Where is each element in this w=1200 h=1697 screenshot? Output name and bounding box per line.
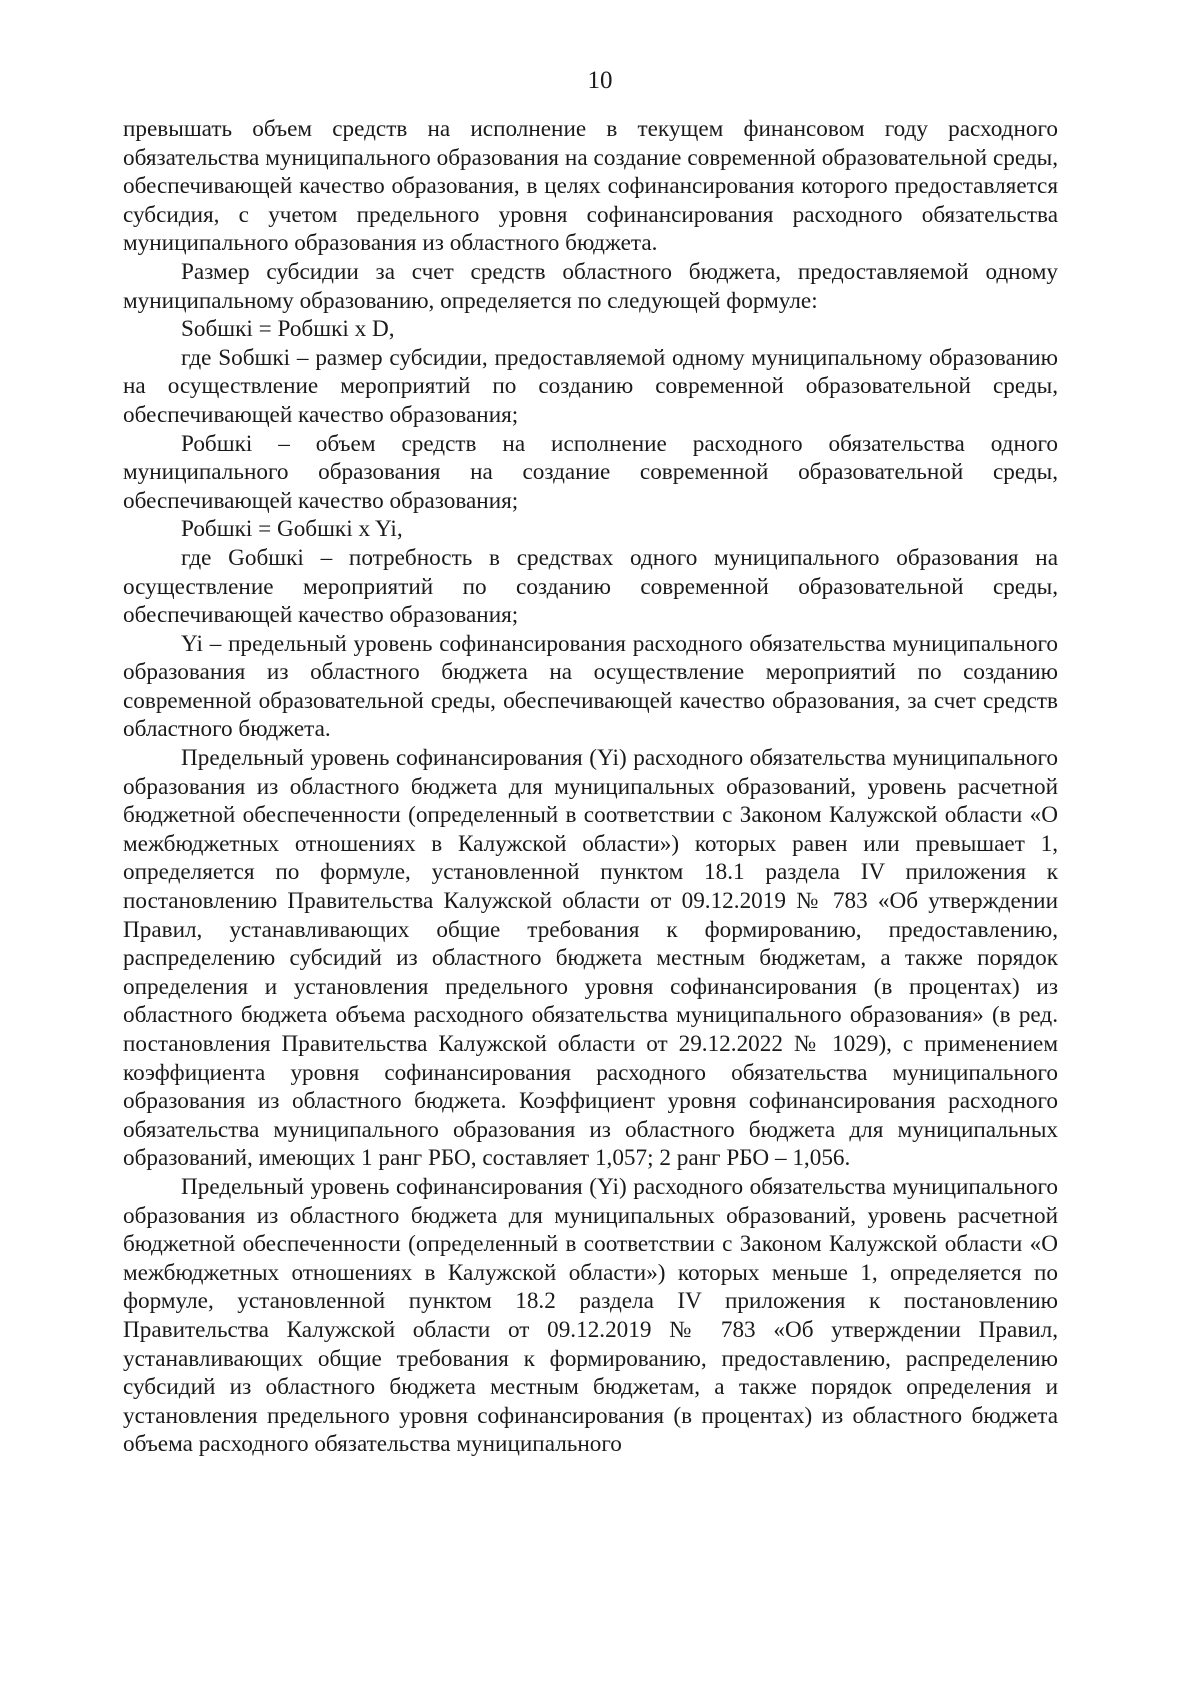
document-body bbox=[123, 115, 1058, 1459]
formula-robshki: Робшкi = Gобшкi x Yi, bbox=[181, 516, 403, 543]
paragraph-continuation: превышать объем средств на исполнение в текущем финансовом году расходного обязательства муниципального образования на создание современной образовательной среды, обеспечивающей качество образования, в целях софинансирования которого предоставляется субсидия, с учетом предельного уровня софинансирования расходного обязательства муниципального образования из областного бюджета. bbox=[123, 116, 1058, 257]
paragraph-yi-rank-ge-1: Предельный уровень софинансирования (Yi) расходного обязательства муниципального образования из областного бюджета для муниципальных образований, уровень расчетной бюджетной обеспеченности (определенный в соответствии с Законом Калужской области «О межбюджетных отношениях в Калужской области») которых равен или превышает 1, определяется по формуле, установленной пунктом 18.1 раздела IV приложения к постановлению Правительства Калужской области от 09.12.2019 № 783 «Об утверждении Правил, устанавливающих общие требования к формированию, предоставлению, распределению субсидий из областного бюджета местным бюджетам, а также порядок определения и установления предельного уровня софинансирования (в процентах) из областного бюджета объема расходного обязательства муниципального образования» (в ред. постановления Правительства Калужской области от 29.12.2022 № 1029), с применением коэффициента уровня софинансирования расходного обязательства муниципального образования из областного бюджета. Коэффициент уровня софинансирования расходного обязательства муниципального образования из областного бюджета для муниципальных образований, имеющих 1 ранг РБО, составляет 1,057; 2 ранг РБО – 1,056. bbox=[123, 745, 1058, 1172]
paragraph-subsidy-size: Размер субсидии за счет средств областного бюджета, предоставляемой одному муниципальному образованию, определяется по следующей формуле: bbox=[123, 258, 1058, 314]
paragraph-yi-definition: Yi – предельный уровень софинансирования расходного обязательства муниципального образования из областного бюджета на осуществление мероприятий по созданию современной образовательной среды, обеспечивающей качество образования, за счет средств областного бюджета. bbox=[123, 630, 1058, 743]
paragraph-sobshki-definition: где Sобшкi – размер субсидии, предоставляемой одному муниципальному образованию на осуществление мероприятий по созданию современной образовательной среды, обеспечивающей качество образования; bbox=[123, 344, 1058, 428]
paragraph-yi-rank-lt-1: Предельный уровень софинансирования (Yi) расходного обязательства муниципального образования из областного бюджета для муниципальных образований, уровень расчетной бюджетной обеспеченности (определенный в соответствии с Законом Калужской области «О межбюджетных отношениях в Калужской области») которых меньше 1, определяется по формуле, установленной пунктом 18.2 раздела IV приложения к постановлению Правительства Калужской области от 09.12.2019 № 783 «Об утверждении Правил, устанавливающих общие требования к формированию, предоставлению, распределению субсидий из областного бюджета местным бюджетам, а также порядок определения и установления предельного уровня софинансирования (в процентах) из областного бюджета объема расходного обязательства муниципального bbox=[123, 1173, 1058, 1458]
paragraph-gobshki-definition: где Gобшкi – потребность в средствах одного муниципального образования на осуществление мероприятий по созданию современной образовательной среды, обеспечивающей качество образования; bbox=[123, 544, 1058, 629]
formula-sobshki: Sобшкi = Робшкi x D, bbox=[181, 316, 395, 343]
page-number: 10 bbox=[587, 67, 613, 94]
paragraph-robshki-definition: Робшкi – объем средств на исполнение расходного обязательства одного муниципального образования на создание современной образовательной среды, обеспечивающей качество образования; bbox=[123, 430, 1058, 514]
